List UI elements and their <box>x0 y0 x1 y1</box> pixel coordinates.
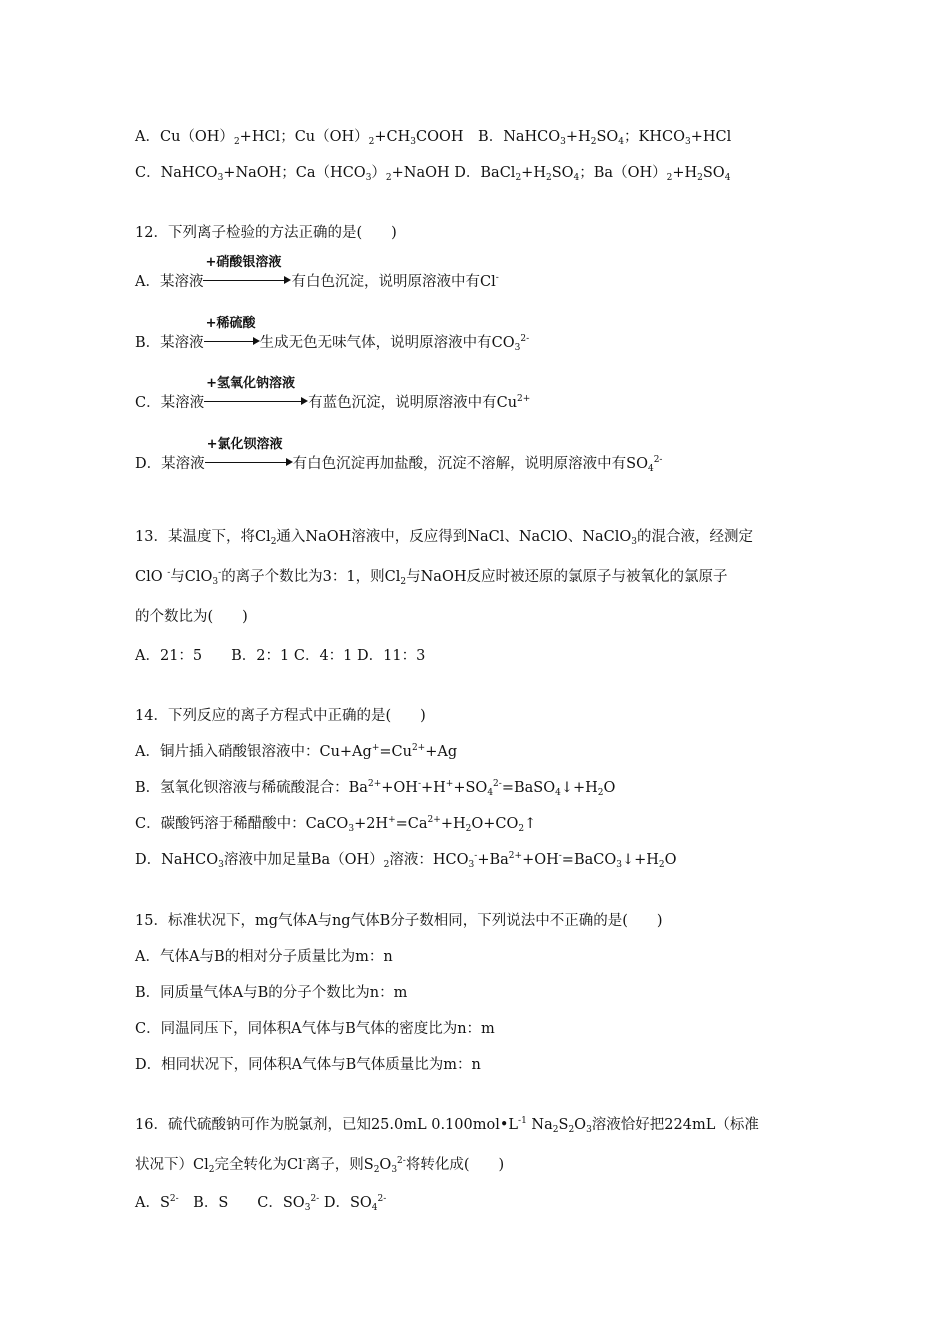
q15-option-a: A．气体A与B的相对分子质量比为m：n <box>135 949 393 965</box>
reaction-arrow: +氢氧化钠溶液 <box>204 393 308 413</box>
q12-option-a: A．某溶液 +硝酸银溶液 有白色沉淀，说明原溶液中有Cl- <box>135 255 499 290</box>
q13-line-1: 13．某温度下，将$Cl_2$通入NaOH溶液中，反应得到NaCl、NaClO、NaClO$_3$的混合液，经测定 <box>135 529 753 547</box>
q14-option-a: A．铜片插入硝酸银溶液中：$Cu+Ag^+=Cu^{2+}+Ag$ <box>135 743 458 760</box>
q16-options: A．$S^{2-}$ B．S C．$SO_3^{2-}$ D．$SO_4^{2-}$ <box>135 1194 387 1213</box>
reaction-arrow: +稀硫酸 <box>204 333 260 353</box>
q15-option-b: B．同质量气体A与B的分子个数比为n：m <box>135 985 408 1001</box>
q12-option-d: D．某溶液 +氯化钡溶液 有白色沉淀再加盐酸，沉淀不溶解，说明原溶液中有$SO_4^{2-}$ <box>135 437 663 474</box>
q13-line-3: 的个数比为( ) <box>135 609 248 625</box>
q14-option-c: C．碳酸钙溶于稀醋酸中：$CaCO_3+2H^+=Ca^{2+}+H_2O+CO_2↑$ <box>135 815 537 834</box>
reaction-arrow: +氯化钡溶液 <box>205 454 293 474</box>
q14-option-d: D．NaHCO$_3$溶液中加足量$Ba(OH)_2$溶液：$HCO_3^-+Ba^{2+}+OH^-=BaCO_3↓+H_2O$ <box>135 851 677 870</box>
q11-option-ab: A．$Cu(OH)_2+HCl$；$Cu(OH)_2+CH_3COOH$ B．$NaHCO_3+H_2SO_4$；$KHCO_3+HCl$ <box>135 129 732 147</box>
q16-line-1: 16．硫代硫酸钠可作为脱氯剂，已知25.0mL $0.100mol•L^{-1}$ $Na_2S_2O_3$溶液恰好把224mL（标准 <box>135 1116 759 1135</box>
q15-option-c: C．同温同压下，同体积A气体与B气体的密度比为n：m <box>135 1021 495 1037</box>
q13-options: A．21：5 B．2：1 C．4：1 D．11：3 <box>135 648 426 664</box>
q15-option-d: D．相同状况下，同体积A气体与B气体质量比为m：n <box>135 1057 481 1073</box>
q12-option-b: B．某溶液 +稀硫酸 生成无色无味气体，说明原溶液中有$CO_3^{2-}$ <box>135 316 530 353</box>
q13-line-2: ClO -与ClO$_3$-的离子个数比为3：1，则$Cl_2$与NaOH反应时被还原的氯原子与被氧化的氯原子 <box>135 568 728 587</box>
q11-option-cd: C．NaHCO$_3$+NaOH；$Ca(HCO_3)_2+NaOH$ D．$BaCl_2+H_2SO_4$；$Ba(OH)_2+H_2SO_4$ <box>135 165 731 183</box>
q14-stem: 14．下列反应的离子方程式中正确的是( ) <box>135 708 426 724</box>
q12-option-c: C．某溶液 +氢氧化钠溶液 有蓝色沉淀，说明原溶液中有$Cu^{2+}$ <box>135 376 531 411</box>
q14-option-b: B．氢氧化钡溶液与稀硫酸混合：$Ba^{2+}+OH^-+H^++SO_4^{2-}=BaSO_4↓+H_2O$ <box>135 779 616 798</box>
q12-stem: 12．下列离子检验的方法正确的是( ) <box>135 225 397 241</box>
q15-stem: 15．标准状况下，mg气体A与ng气体B分子数相同，下列说法中不正确的是( ) <box>135 913 663 929</box>
reaction-arrow: +硝酸银溶液 <box>203 272 291 292</box>
q16-line-2: 状况下）$Cl_2$完全转化为Cl-离子，则$S_2O_3^{2-}$将转化成( ) <box>135 1156 505 1175</box>
